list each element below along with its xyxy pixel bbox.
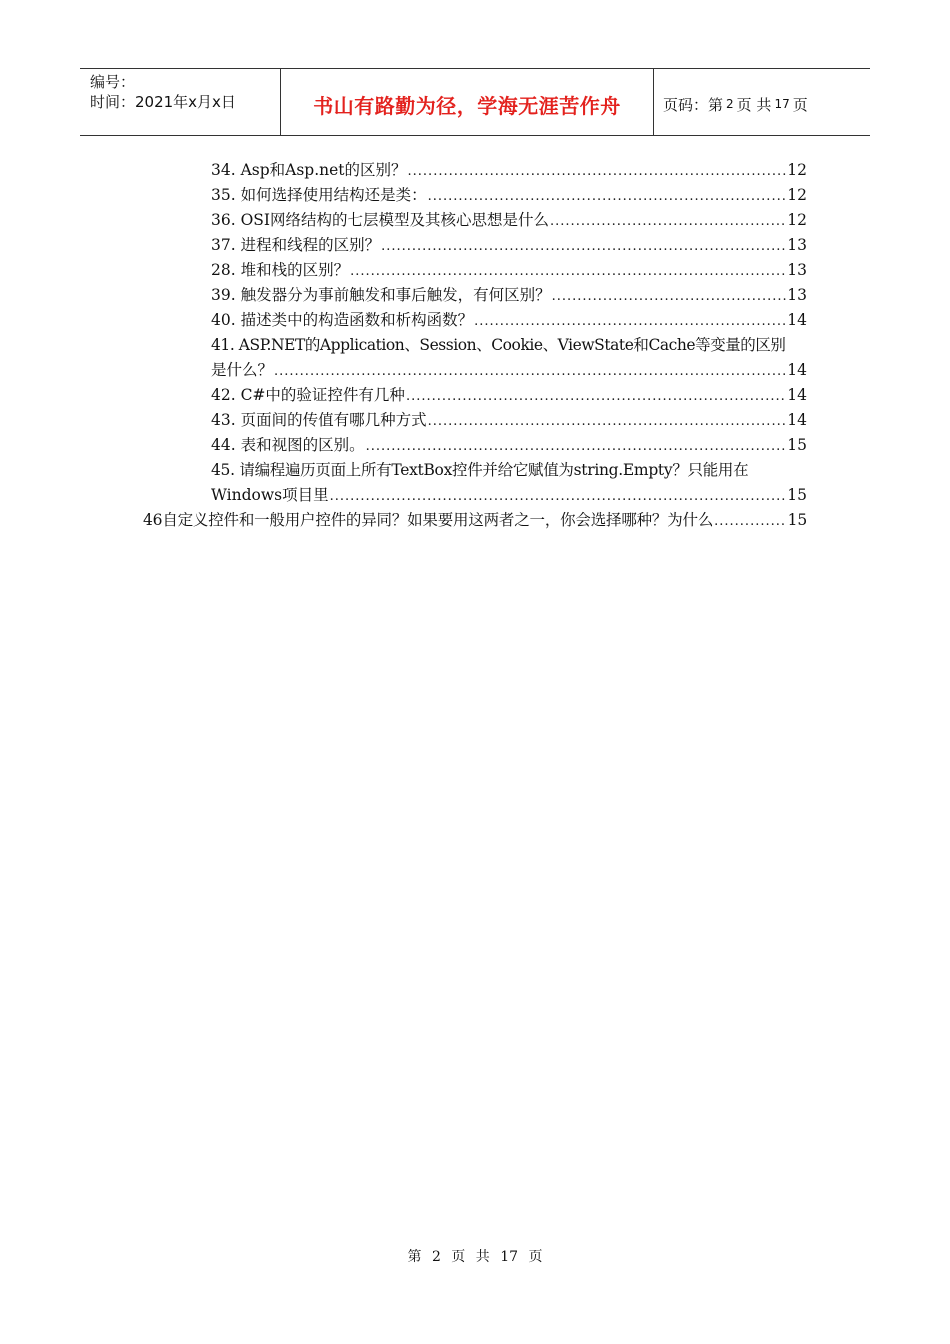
toc-entry-45-line2[interactable] bbox=[211, 483, 807, 508]
toc-entry-text: 34. Asp和Asp.net的区别？ bbox=[211, 161, 407, 179]
toc-entry-text: 36. OSI网络结构的七层模型及其核心思想是什么 bbox=[211, 211, 550, 229]
toc-entry-43[interactable] bbox=[211, 408, 807, 433]
toc-entry-text: 40. 描述类中的构造函数和析构函数？ bbox=[211, 311, 474, 329]
toc-entry-36[interactable] bbox=[211, 208, 807, 233]
toc-entry-text: 43. 页面间的传值有哪几种方式 bbox=[211, 411, 427, 429]
toc-entry-text: 42. C#中的验证控件有几种 bbox=[211, 386, 405, 404]
toc-entry-page: 13 bbox=[787, 286, 807, 304]
header-motto-cell bbox=[281, 69, 654, 135]
toc-entry-page: 14 bbox=[787, 386, 807, 404]
toc-entry-37[interactable] bbox=[211, 233, 807, 258]
toc-leader bbox=[550, 214, 786, 229]
toc-entry-28[interactable] bbox=[211, 258, 807, 283]
toc-entry-text: 41. ASP.NET的Application、Session、Cookie、ViewState和Cache等变量的区别 bbox=[211, 336, 786, 354]
document-time-label: 时间：2021年x月x日 bbox=[90, 93, 236, 111]
toc-entry-text: 是什么？ bbox=[211, 361, 274, 379]
toc-leader bbox=[366, 439, 787, 454]
header-meta bbox=[80, 69, 281, 135]
toc-leader bbox=[330, 489, 787, 504]
toc-entry-39[interactable] bbox=[211, 283, 807, 308]
toc-entry-page: 15 bbox=[787, 486, 807, 504]
toc-entry-text: 44. 表和视图的区别。 bbox=[211, 436, 365, 454]
toc-entry-41-line2[interactable] bbox=[211, 358, 807, 383]
page-header bbox=[80, 68, 870, 136]
toc-leader bbox=[408, 164, 787, 179]
toc-leader bbox=[428, 189, 787, 204]
toc-entry-text: 28. 堆和栈的区别？ bbox=[211, 261, 350, 279]
page-current: 2 bbox=[726, 97, 734, 111]
toc-entry-text: 37. 进程和线程的区别？ bbox=[211, 236, 381, 254]
toc-entry-text: 39. 触发器分为事前触发和事后触发，有何区别？ bbox=[211, 286, 551, 304]
toc-leader bbox=[474, 314, 786, 329]
toc-entry-page: 14 bbox=[787, 411, 807, 429]
toc-entry-44[interactable] bbox=[211, 433, 807, 458]
toc-entry-page: 12 bbox=[787, 186, 807, 204]
toc-leader bbox=[714, 514, 787, 529]
toc-leader bbox=[552, 289, 787, 304]
toc-entry-text: Windows项目里 bbox=[211, 486, 329, 504]
toc-entry-40[interactable] bbox=[211, 308, 807, 333]
page-total: 17 bbox=[774, 97, 790, 111]
toc-entry-page: 14 bbox=[787, 361, 807, 379]
toc-leader bbox=[350, 264, 786, 279]
document-number-label: 编号： bbox=[90, 73, 136, 91]
header-page-info bbox=[654, 69, 870, 135]
toc-leader bbox=[381, 239, 786, 254]
toc-entry-34[interactable] bbox=[211, 158, 807, 183]
toc-leader bbox=[406, 389, 786, 404]
page-prefix: 页码：第 bbox=[663, 95, 724, 114]
header-motto: 书山有路勤为径，学海无涯苦作舟 bbox=[313, 93, 621, 118]
toc-entry-text: 45. 请编程遍历页面上所有TextBox控件并给它赋值为string.Empty？只能用在 bbox=[211, 461, 749, 479]
toc-entry-page: 14 bbox=[787, 311, 807, 329]
toc-entry-text: 35. 如何选择使用结构还是类： bbox=[211, 186, 427, 204]
page-middle: 页 共 bbox=[736, 95, 772, 114]
toc-entry-page: 12 bbox=[787, 211, 807, 229]
toc-entry-text: 46自定义控件和一般用户控件的异同？如果要用这两者之一，你会选择哪种？为什么 bbox=[143, 511, 714, 529]
toc-entry-35[interactable] bbox=[211, 183, 807, 208]
page-footer: 第 2 页 共 17 页 bbox=[407, 1249, 543, 1265]
toc-entry-41-line1[interactable] bbox=[211, 333, 807, 358]
toc-entry-46[interactable] bbox=[143, 508, 807, 533]
toc-leader bbox=[274, 364, 786, 379]
toc-entry-42[interactable] bbox=[211, 383, 807, 408]
toc-leader bbox=[428, 414, 787, 429]
toc-entry-page: 12 bbox=[787, 161, 807, 179]
toc-entry-page: 15 bbox=[787, 511, 807, 529]
toc-entry-page: 13 bbox=[787, 261, 807, 279]
toc-entry-page: 15 bbox=[787, 436, 807, 454]
page-suffix: 页 bbox=[792, 95, 808, 114]
toc-entry-page: 13 bbox=[787, 236, 807, 254]
toc-entry-45-line1[interactable] bbox=[211, 458, 807, 483]
